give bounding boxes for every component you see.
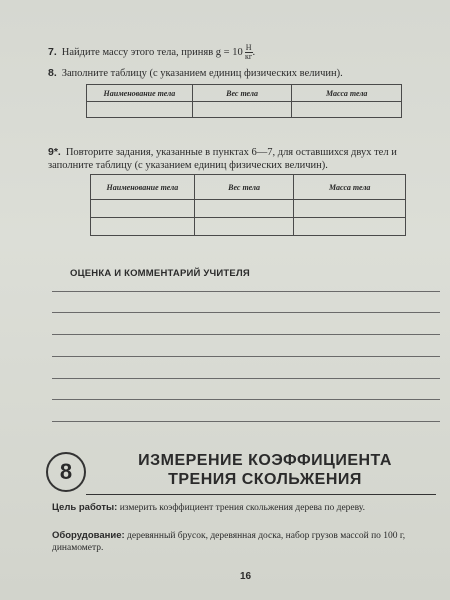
table-cell[interactable] [192, 102, 292, 118]
question-number: 9*. [48, 146, 61, 158]
table-row [91, 200, 406, 218]
header-weight: Вес тела [194, 175, 294, 200]
question-end: . [252, 46, 256, 58]
table-header-row [91, 175, 406, 200]
lab-title-line: ИЗМЕРЕНИЕ КОЭФФИЦИЕНТА [138, 452, 392, 469]
unit-denominator: кг [245, 52, 253, 61]
equipment-text: деревянный брусок, деревянная доска, набор грузов массой по 100 г, динамометр. [52, 531, 406, 553]
table-cell[interactable] [194, 218, 294, 236]
table-2 [90, 174, 406, 236]
comment-line[interactable] [52, 334, 440, 335]
header-weight: Вес тела [192, 85, 292, 102]
unit-fraction [245, 44, 253, 61]
equipment-label: Оборудование: [52, 530, 125, 541]
title-divider [86, 494, 436, 495]
question-text: Заполните таблицу (с указанием единиц физических величин). [61, 68, 343, 79]
table-row [87, 102, 402, 118]
goal-label: Цель работы: [52, 502, 118, 513]
page-number: 16 [240, 571, 252, 582]
table-cell[interactable] [292, 102, 402, 118]
table-cell[interactable] [91, 218, 195, 236]
question-9 [48, 146, 434, 172]
lab-title-line: ТРЕНИЯ СКОЛЬЖЕНИЯ [168, 471, 362, 488]
table-row [91, 218, 406, 236]
header-mass: Масса тела [294, 175, 406, 200]
teacher-comment-heading: ОЦЕНКА И КОММЕНТАРИЙ УЧИТЕЛЯ [70, 268, 250, 279]
comment-line[interactable] [52, 421, 440, 422]
question-text: Найдите массу этого тела, приняв g = 10 [61, 46, 243, 58]
lab-number-badge: 8 [46, 452, 86, 492]
table-cell[interactable] [87, 102, 193, 118]
lab-title [110, 451, 420, 489]
table-cell[interactable] [91, 200, 195, 218]
question-text: Повторите задания, указанные в пунктах 6—7, для оставшихся двух тел и заполните таблицу (с указанием единиц физических величин). [48, 147, 397, 171]
question-8 [48, 67, 428, 80]
question-7 [48, 44, 428, 61]
comment-line[interactable] [52, 399, 440, 400]
question-number: 8. [48, 67, 57, 79]
comment-line[interactable] [52, 291, 440, 292]
header-body-name: Наименование тела [87, 85, 193, 102]
comment-line[interactable] [52, 356, 440, 357]
goal-text: измерить коэффициент трения скольжения дерева по дереву. [119, 503, 365, 513]
table-cell[interactable] [294, 200, 406, 218]
table-1 [86, 84, 402, 118]
table-header-row [87, 85, 402, 102]
unit-numerator: Н [245, 43, 252, 52]
table-cell[interactable] [294, 218, 406, 236]
comment-line[interactable] [52, 378, 440, 379]
comment-line[interactable] [52, 312, 440, 313]
question-number: 7. [48, 45, 57, 58]
lab-goal [52, 502, 436, 514]
header-body-name: Наименование тела [91, 175, 195, 200]
table-cell[interactable] [194, 200, 294, 218]
lab-equipment [52, 530, 436, 554]
header-mass: Масса тела [292, 85, 402, 102]
